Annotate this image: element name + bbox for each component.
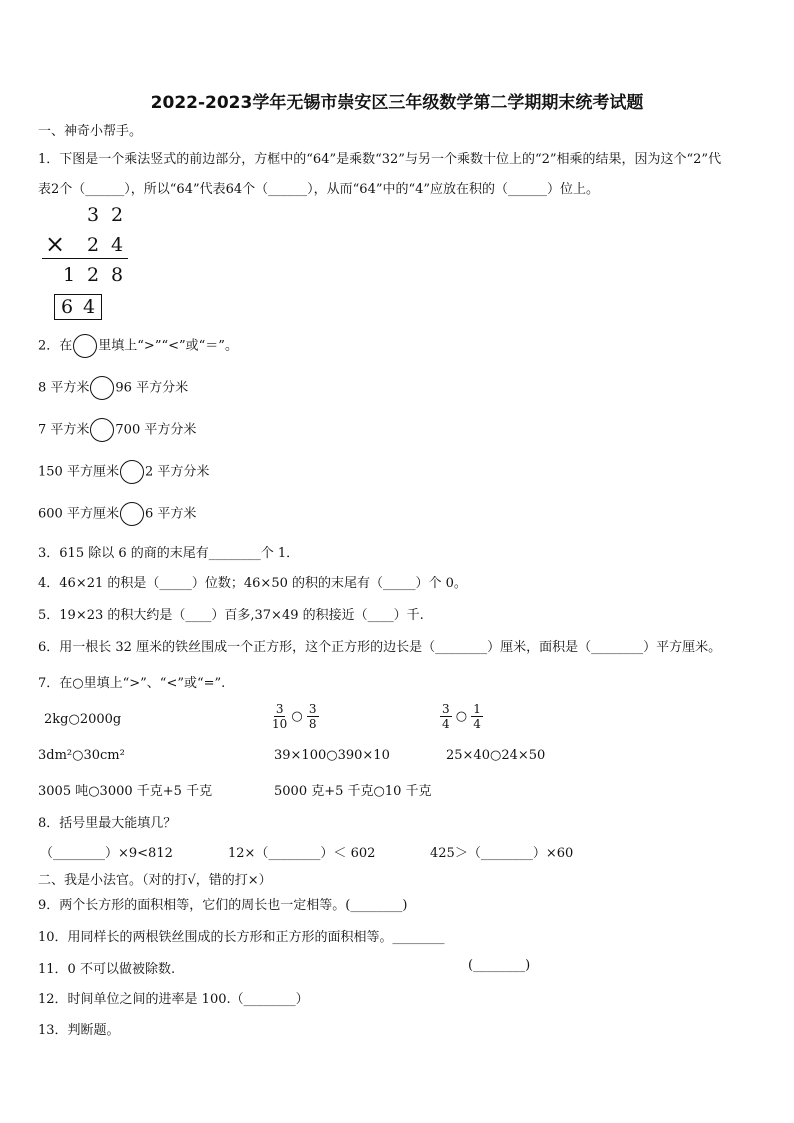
digit: 2 bbox=[86, 264, 100, 286]
q7-intro: 7．在○里填上“>”、“<”或“=”. bbox=[38, 676, 226, 691]
digit: 6 bbox=[60, 296, 74, 318]
q8-item: 425＞（________）×60 bbox=[430, 846, 574, 861]
page-title: 2022-2023学年无锡市崇安区三年级数学第二学期期末统考试题 bbox=[150, 93, 644, 113]
digit: 4 bbox=[82, 296, 96, 318]
q12: 12．时间单位之间的进率是 100.（________） bbox=[38, 992, 309, 1007]
q1-line1: 1．下图是一个乘法竖式的前边部分，方框中的“64”是乘数“32”与另一个乘数十位上的“2”相乘的结果，因为这个“2”代 bbox=[38, 152, 722, 167]
q7-item: 5000 克+5 千克○10 千克 bbox=[274, 784, 432, 799]
q7-item: 39×100○390×10 bbox=[274, 748, 390, 763]
q2-item: 8 平方米 96 平方分米 bbox=[38, 376, 188, 400]
q10: 10．用同样长的两根铁丝围成的长方形和正方形的面积相等。________ bbox=[38, 930, 445, 945]
digit: 8 bbox=[110, 264, 124, 286]
digit: 2 bbox=[110, 204, 124, 226]
q8-item: （________）×9<812 bbox=[40, 846, 173, 861]
digit: 1 bbox=[62, 264, 76, 286]
q5: 5．19×23 的积大约是（____）百多,37×49 的积接近（____）千. bbox=[38, 608, 424, 623]
q2-item: 600 平方厘米 6 平方米 bbox=[38, 502, 196, 526]
q13: 13．判断题。 bbox=[38, 1023, 120, 1038]
q6: 6．用一根长 32 厘米的铁丝围成一个正方形，这个正方形的边长是（________）厘米，面积是（________）平方厘米。 bbox=[38, 640, 722, 655]
times-sign: × bbox=[44, 230, 66, 258]
q11-blank: (________) bbox=[468, 958, 531, 973]
q7-fraction-compare: $\frac{3}{4}$ ○ $\frac{1}{4}$ bbox=[442, 702, 481, 731]
divider-line bbox=[42, 258, 128, 259]
q7-item: 3dm²○30cm² bbox=[38, 748, 125, 763]
q1-line2: 表2个（______），所以“64”代表64个（______），从而“64”中的“4”应放在积的（______）位上。 bbox=[38, 182, 600, 197]
digit: 3 bbox=[86, 204, 100, 226]
q3: 3．615 除以 6 的商的末尾有________个 1． bbox=[38, 546, 300, 561]
q7-item: 2kg○2000g bbox=[44, 712, 122, 727]
q7-item: 25×40○24×50 bbox=[446, 748, 546, 763]
vertical-multiplication bbox=[38, 204, 138, 324]
section-2-heading: 二、我是小法官。（对的打√，错的打×） bbox=[38, 873, 272, 888]
digit: 2 bbox=[86, 234, 100, 256]
answer-circle[interactable] bbox=[90, 376, 114, 400]
q4: 4．46×21 的积是（_____）位数；46×50 的积的末尾有（_____）个 0。 bbox=[38, 576, 467, 591]
q11: 11．0 不可以做被除数. bbox=[38, 962, 176, 977]
q8-item: 12×（________）＜ 602 bbox=[228, 846, 376, 861]
q7-fraction-compare: $\frac{3}{10}$ ○ $\frac{3}{8}$ bbox=[272, 702, 317, 731]
q2-intro: 2．在 里填上“>”“<”或“＝”。 bbox=[38, 334, 238, 358]
q9: 9．两个长方形的面积相等，它们的周长也一定相等。(________) bbox=[38, 898, 408, 913]
q8-intro: 8．括号里最大能填几？ bbox=[38, 816, 177, 831]
q7-item: 3005 吨○3000 千克+5 千克 bbox=[38, 784, 213, 799]
section-1-heading: 一、神奇小帮手。 bbox=[38, 124, 143, 139]
digit: 4 bbox=[110, 234, 124, 256]
q2-item: 150 平方厘米 2 平方分米 bbox=[38, 460, 209, 484]
answer-circle[interactable] bbox=[90, 418, 114, 442]
q2-item: 7 平方米 700 平方分米 bbox=[38, 418, 196, 442]
answer-circle[interactable] bbox=[120, 460, 144, 484]
answer-circle[interactable] bbox=[73, 334, 97, 358]
answer-circle[interactable] bbox=[120, 502, 144, 526]
